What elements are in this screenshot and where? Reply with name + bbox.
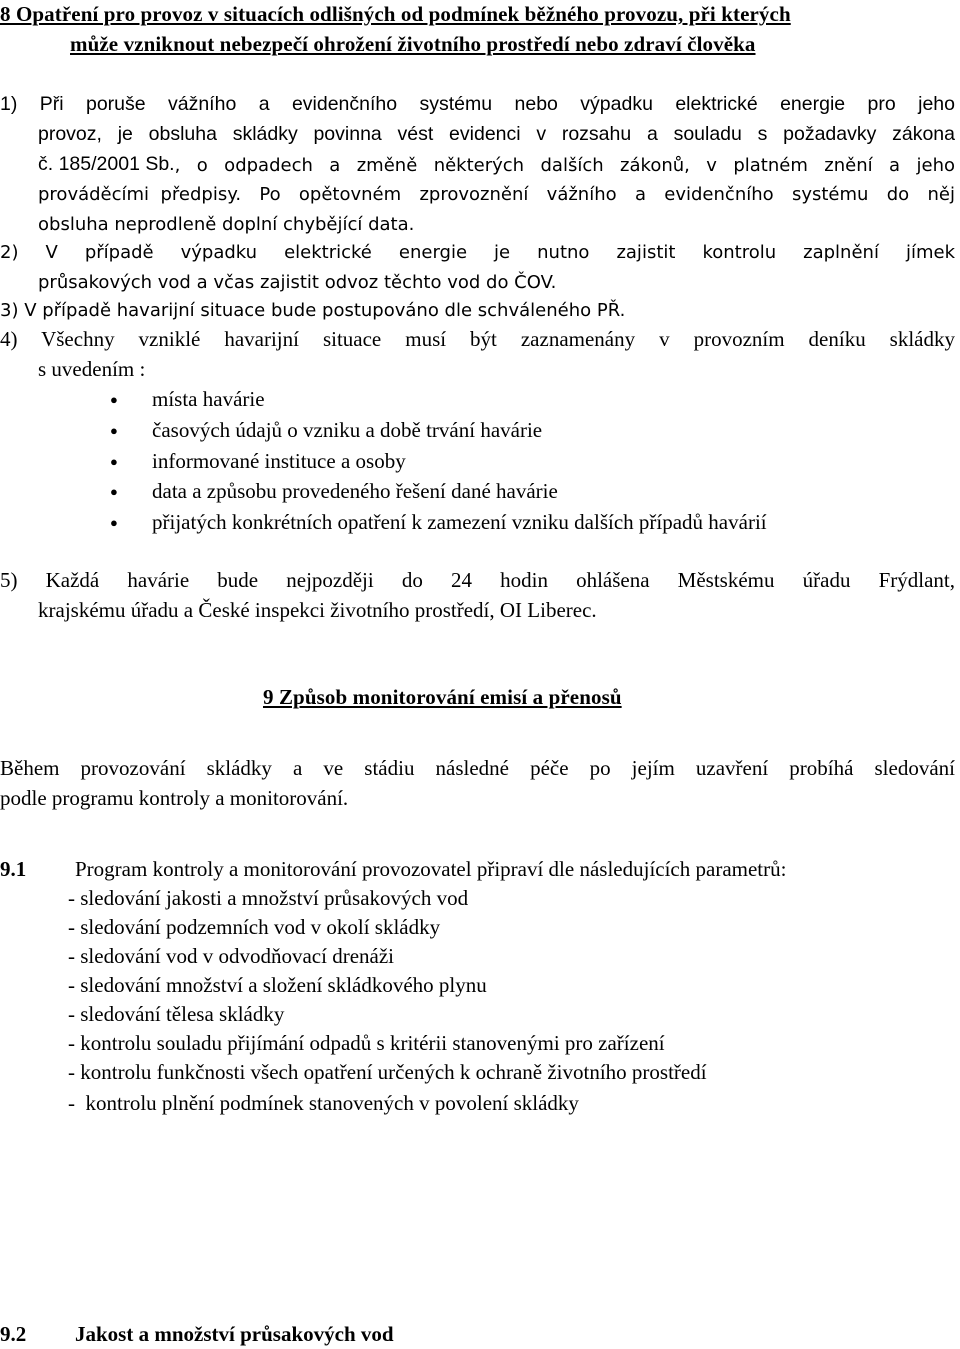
bullet-item: data a způsobu provedeného řešení dané havárie <box>152 479 558 503</box>
item-5-line1: 5) Každá havárie bude nejpozději do 24 hodin ohlášena Městskému úřadu Frýdlant, <box>0 568 955 592</box>
parameter-item: - sledování množství a složení skládkového plynu <box>68 973 487 997</box>
parameter-item: - sledování vod v odvodňovací drenáži <box>68 944 394 968</box>
parameter-item: - kontrolu souladu přijímání odpadů s kritérii stanovenými pro zařízení <box>68 1031 665 1055</box>
item-1-line4-rest: Po opětovném zprovoznění vážního a evidenčního systému do něj <box>241 184 955 205</box>
bullet-item: přijatých konkrétních opatření k zamezení vzniku dalších případů havárií <box>152 510 767 534</box>
bullet-item: informované instituce a osoby <box>152 449 406 473</box>
item-1-line3-rest: , o odpadech a změně některých dalších zákonů, v platném znění a jeho <box>174 155 955 176</box>
subsection-9-1-number: 9.1 <box>0 857 27 881</box>
item-1-line4-start: prováděcími předpisy. <box>38 184 242 205</box>
section-8-heading-line1: 8 Opatření pro provoz v situacích odlišných od podmínek běžného provozu, při kterých <box>0 2 791 26</box>
item-2-line2: průsakových vod a včas zajistit odvoz těchto vod do ČOV. <box>38 272 557 293</box>
bullet-icon: ● <box>110 423 118 438</box>
item-4-line2: s uvedením : <box>38 357 146 381</box>
section-8-heading-line2: může vzniknout nebezpečí ohrožení životního prostředí nebo zdraví člověka <box>70 32 756 56</box>
subsection-9-2-number: 9.2 <box>0 1322 27 1346</box>
item-1-line4 <box>38 184 955 205</box>
section-9-intro-line1: Během provozování skládky a ve stádiu následné péče po jejím uzavření probíhá sledování <box>0 756 955 780</box>
item-3: 3) V případě havarijní situace bude postupováno dle schváleného PŘ. <box>0 300 626 321</box>
bullet-icon: ● <box>110 484 118 499</box>
item-1-line3 <box>38 153 955 179</box>
bullet-icon: ● <box>110 515 118 530</box>
parameter-item: - sledování podzemních vod v okolí skládky <box>68 915 441 939</box>
subsection-9-2-title: Jakost a množství průsakových vod <box>75 1322 394 1346</box>
parameter-item: - kontrolu funkčnosti všech opatření určených k ochraně životního prostředí <box>68 1060 707 1084</box>
item-1-line1: 1) Při poruše vážního a evidenčního systému nebo výpadku elektrické energie pro jeho <box>0 93 955 115</box>
item-4-line1: 4) Všechny vzniklé havarijní situace musí být zaznamenány v provozním deníku skládky <box>0 327 955 351</box>
bullet-item: místa havárie <box>152 387 265 411</box>
bullet-icon: ● <box>110 392 118 407</box>
subsection-9-1-text: Program kontroly a monitorování provozovatel připraví dle následujících parametrů: <box>75 857 787 881</box>
item-1-line5: obsluha neprodleně doplní chybějící data. <box>38 214 415 235</box>
item-5-line2: krajskému úřadu a České inspekci životního prostředí, OI Liberec. <box>38 598 597 622</box>
item-1-line2: provoz, je obsluha skládky povinna vést evidenci v rozsahu a souladu s požadavky zákona <box>38 123 955 145</box>
section-9-heading: 9 Způsob monitorování emisí a přenosů <box>263 685 622 709</box>
parameter-item: - sledování tělesa skládky <box>68 1002 285 1026</box>
law-reference: č. 185/2001 Sb. <box>38 153 175 175</box>
parameter-item: - sledování jakosti a množství průsakových vod <box>68 886 469 910</box>
section-9-intro-line2: podle programu kontroly a monitorování. <box>0 786 349 810</box>
bullet-item: časových údajů o vzniku a době trvání havárie <box>152 418 543 442</box>
item-2-line1: 2) V případě výpadku elektrické energie je nutno zajistit kontrolu zaplnění jímek <box>0 242 955 263</box>
bullet-icon: ● <box>110 454 118 469</box>
parameter-item: - kontrolu plnění podmínek stanovených v povolení skládky <box>68 1091 579 1115</box>
